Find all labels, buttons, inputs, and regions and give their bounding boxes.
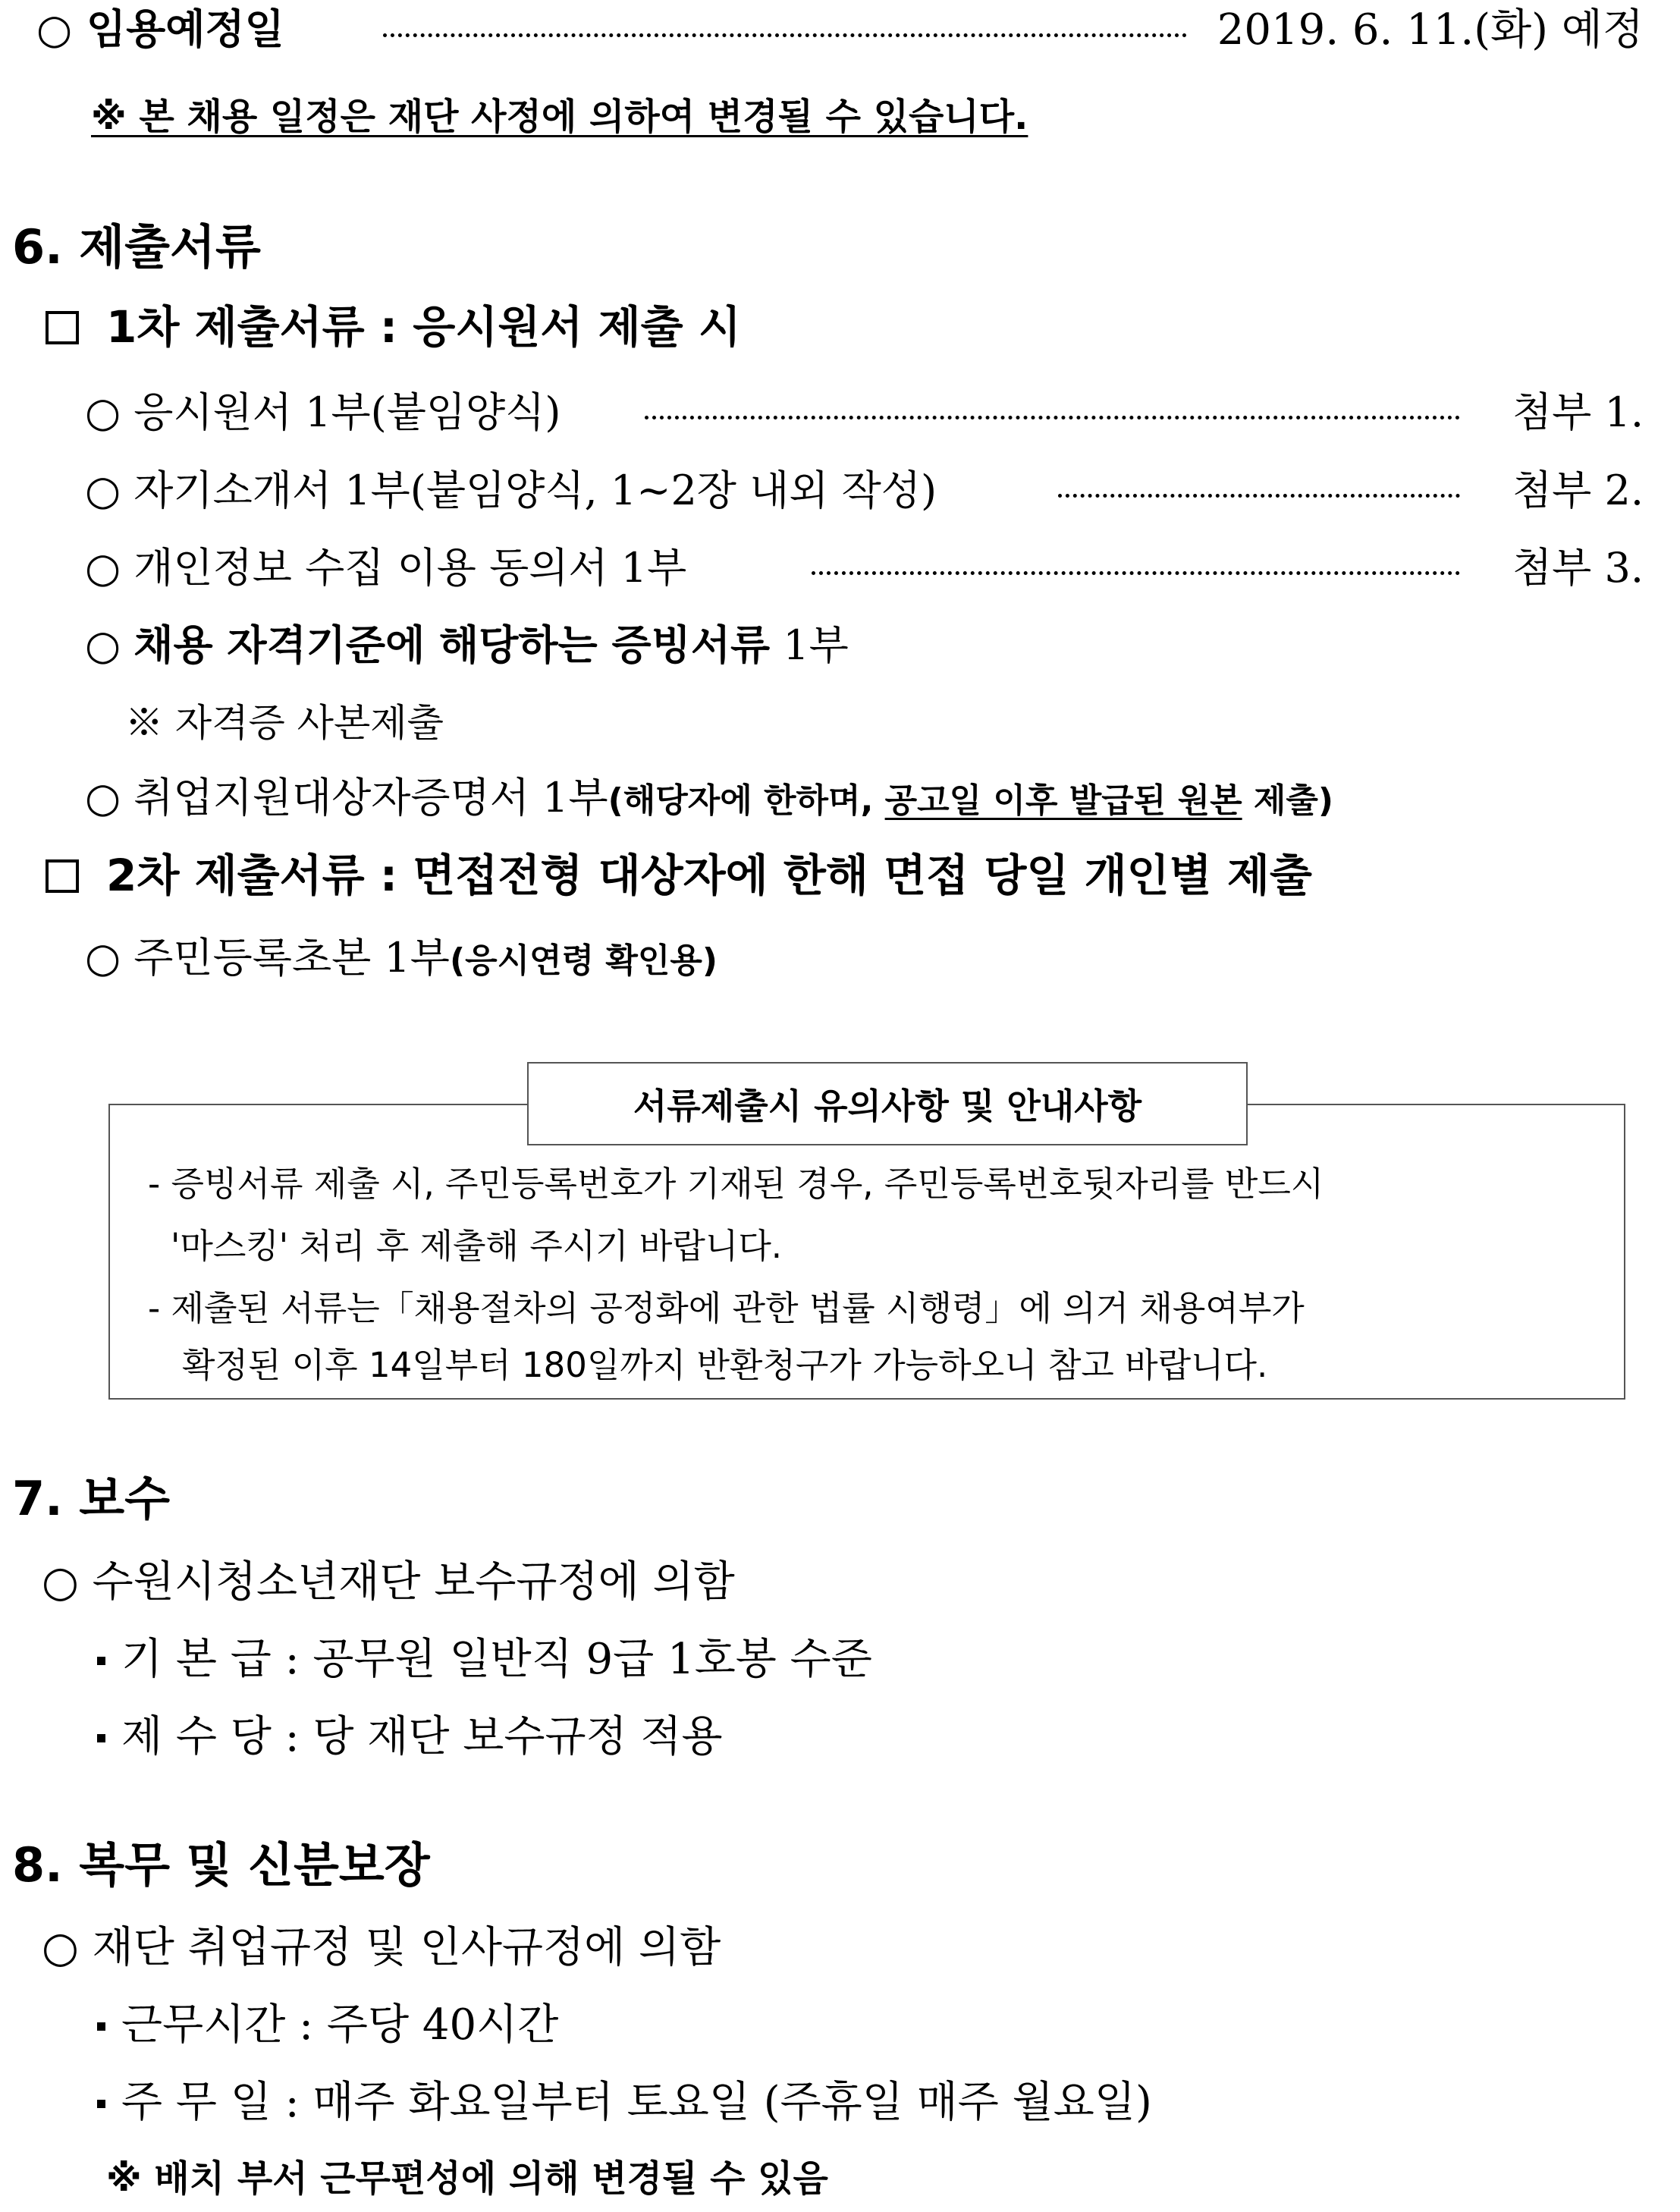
resident-registration-item: ○ 주민등록초본 1부(응시연령 확인용) bbox=[85, 934, 718, 982]
notice-line: '마스킹' 처리 후 제출해 주시기 바랍니다. bbox=[171, 1226, 783, 1266]
bullet-square-icon bbox=[97, 2100, 105, 2108]
working-hours-item: 근무시간 : 주당 40시간 bbox=[121, 2000, 559, 2050]
appointment-date-label: ○ 임용예정일 bbox=[36, 5, 284, 53]
document-item: ○ 개인정보 수집 이용 동의서 1부 bbox=[85, 544, 687, 592]
dotted-leader bbox=[812, 571, 1460, 575]
first-submission-heading: 1차 제출서류 : 응시원서 제출 시 bbox=[106, 301, 741, 353]
section-8-title: 8. 복무 및 신분보장 bbox=[12, 1837, 430, 1893]
checkbox-square-icon bbox=[46, 311, 79, 344]
dotted-leader bbox=[645, 416, 1460, 419]
allowance-item: 제 수 당 : 당 재단 보수규정 적용 bbox=[121, 1712, 723, 1761]
employment-support-certificate-item: ○ 취업지원대상자증명서 1부(해당자에 한하며, 공고일 이후 발급된 원본 제출) bbox=[85, 774, 1334, 822]
notice-line: - 증빙서류 제출 시, 주민등록번호가 기재된 경우, 주민등록번호뒷자리를 반드시 bbox=[148, 1164, 1324, 1204]
service-rule: ○ 재단 취업규정 및 인사규정에 의함 bbox=[42, 1923, 721, 1972]
second-submission-heading: 2차 제출서류 : 면접전형 대상자에 한해 면접 당일 개인별 제출 bbox=[106, 850, 1312, 901]
document-item: ○ 응시원서 1부(붙임양식) bbox=[85, 388, 561, 436]
notice-line: - 제출된 서류는「채용절차의 공정화에 관한 법률 시행령」에 의거 채용여부가 bbox=[148, 1288, 1305, 1328]
section-7-title: 7. 보수 bbox=[12, 1471, 171, 1526]
notice-line: 확정된 이후 14일부터 180일까지 반환청구가 가능하오니 참고 바랍니다. bbox=[182, 1345, 1268, 1385]
license-copy-note: ※ 자격증 사본제출 bbox=[125, 701, 444, 745]
checkbox-square-icon bbox=[46, 859, 79, 893]
dotted-leader bbox=[383, 33, 1187, 37]
evidence-documents-item: ○ 채용 자격기준에 해당하는 증빙서류 1부 bbox=[85, 621, 849, 669]
attachment-ref: 첨부 1. bbox=[1512, 388, 1644, 436]
schedule-change-note-bottom: ※ 배치 부서 근무편성에 의해 변경될 수 있음 bbox=[106, 2157, 828, 2200]
attachment-ref: 첨부 2. bbox=[1512, 467, 1644, 514]
appointment-date-value: 2019. 6. 11.(화) 예정 bbox=[1217, 5, 1644, 55]
working-days-item: 주 무 일 : 매주 화요일부터 토요일 (주휴일 매주 월요일) bbox=[121, 2078, 1152, 2127]
schedule-change-note: ※ 본 채용 일정은 재단 사정에 의하여 변경될 수 있습니다. bbox=[91, 96, 1028, 138]
bullet-square-icon bbox=[97, 1734, 105, 1742]
base-pay-item: 기 본 급 : 공무원 일반직 9급 1호봉 수준 bbox=[121, 1635, 872, 1684]
attachment-ref: 첨부 3. bbox=[1512, 544, 1644, 592]
document-item: ○ 자기소개서 1부(붙임양식, 1~2장 내외 작성) bbox=[85, 467, 937, 514]
dotted-leader bbox=[1058, 494, 1460, 498]
pay-rule: ○ 수원시청소년재단 보수규정에 의함 bbox=[42, 1557, 735, 1607]
bullet-square-icon bbox=[97, 1657, 105, 1665]
section-6-title: 6. 제출서류 bbox=[12, 219, 261, 275]
bullet-square-icon bbox=[97, 2022, 105, 2031]
notice-box-title: 서류제출시 유의사항 및 안내사항 bbox=[527, 1062, 1248, 1145]
